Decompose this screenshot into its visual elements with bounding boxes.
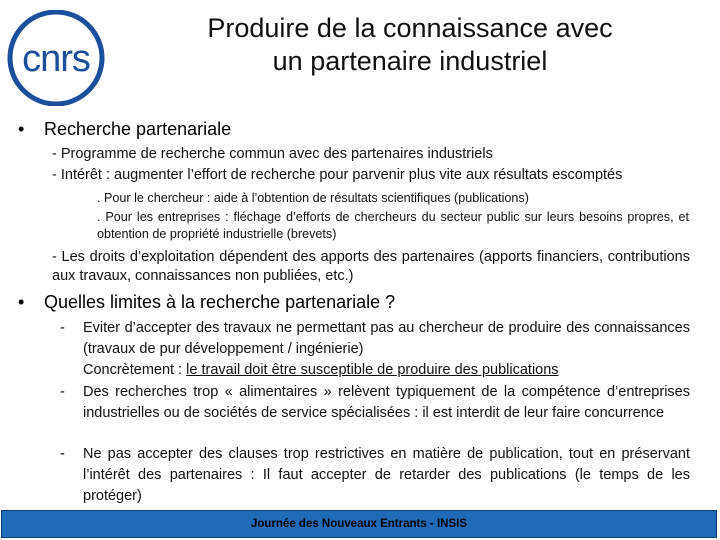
footer-bar	[1, 510, 717, 538]
title-line-2: un partenaire industriel	[272, 46, 548, 76]
section1-line-programme: - Programme de recherche commun avec des partenaires industriels	[52, 146, 493, 162]
item-1-text: Eviter d’accepter des travaux ne permettant pas au chercheur de produire des connaissances (travaux de pur développement / ingénierie)	[83, 320, 690, 357]
title-line-1: Produire de la connaissance avec	[207, 13, 613, 43]
item-3-dash: -	[60, 446, 65, 462]
page-title	[130, 12, 690, 78]
item-2-text: Des recherches trop « alimentaires » relèvent typiquement de la compétence d’entreprises industrielles ou de sociétés de service spécialisées : il est interdit de leur faire concurrence	[83, 384, 690, 421]
section1-sub-entreprises: . Pour les entreprises : fléchage d’efforts de chercheurs du secteur public sur leurs besoins propres, et obtention de propriété industrielle (brevets)	[97, 210, 689, 241]
bullet-1: •	[18, 119, 25, 139]
cnrs-logo-graphic	[4, 10, 108, 106]
section-heading-limites: Quelles limites à la recherche partenariale ?	[44, 292, 396, 312]
concretement-underlined: le travail doit être susceptible de produire des publications	[186, 362, 559, 378]
cnrs-logo	[4, 10, 108, 106]
section-heading-recherche: Recherche partenariale	[44, 119, 232, 139]
section1-line-interet: - Intérêt : augmenter l’effort de recherche pour parvenir plus vite aux résultats escomptés	[52, 167, 623, 183]
svg-text:cnrs: cnrs	[22, 38, 90, 80]
section1-sub-chercheur: . Pour le chercheur : aide à l’obtention de résultats scientifiques (publications)	[97, 191, 529, 205]
item-3-text: Ne pas accepter des clauses trop restrictives en matière de publication, tout en préservant l’intérêt des partenaires : Il faut accepter de retarder des publications (le temps de les protéger)	[83, 446, 690, 504]
item-1-dash: -	[60, 320, 65, 336]
section1-line-droits: - Les droits d’exploitation dépendent des apports des partenaires (apports financiers, contributions aux travaux, connaissances non publiées, etc.)	[52, 249, 690, 284]
concretement-prefix: Concrètement :	[83, 362, 187, 378]
footer-text: Journée des Nouveaux Entrants - INSIS	[250, 518, 467, 530]
item-2-dash: -	[60, 384, 65, 400]
item-1-concretement	[83, 360, 690, 381]
bullet-2: •	[18, 292, 25, 312]
